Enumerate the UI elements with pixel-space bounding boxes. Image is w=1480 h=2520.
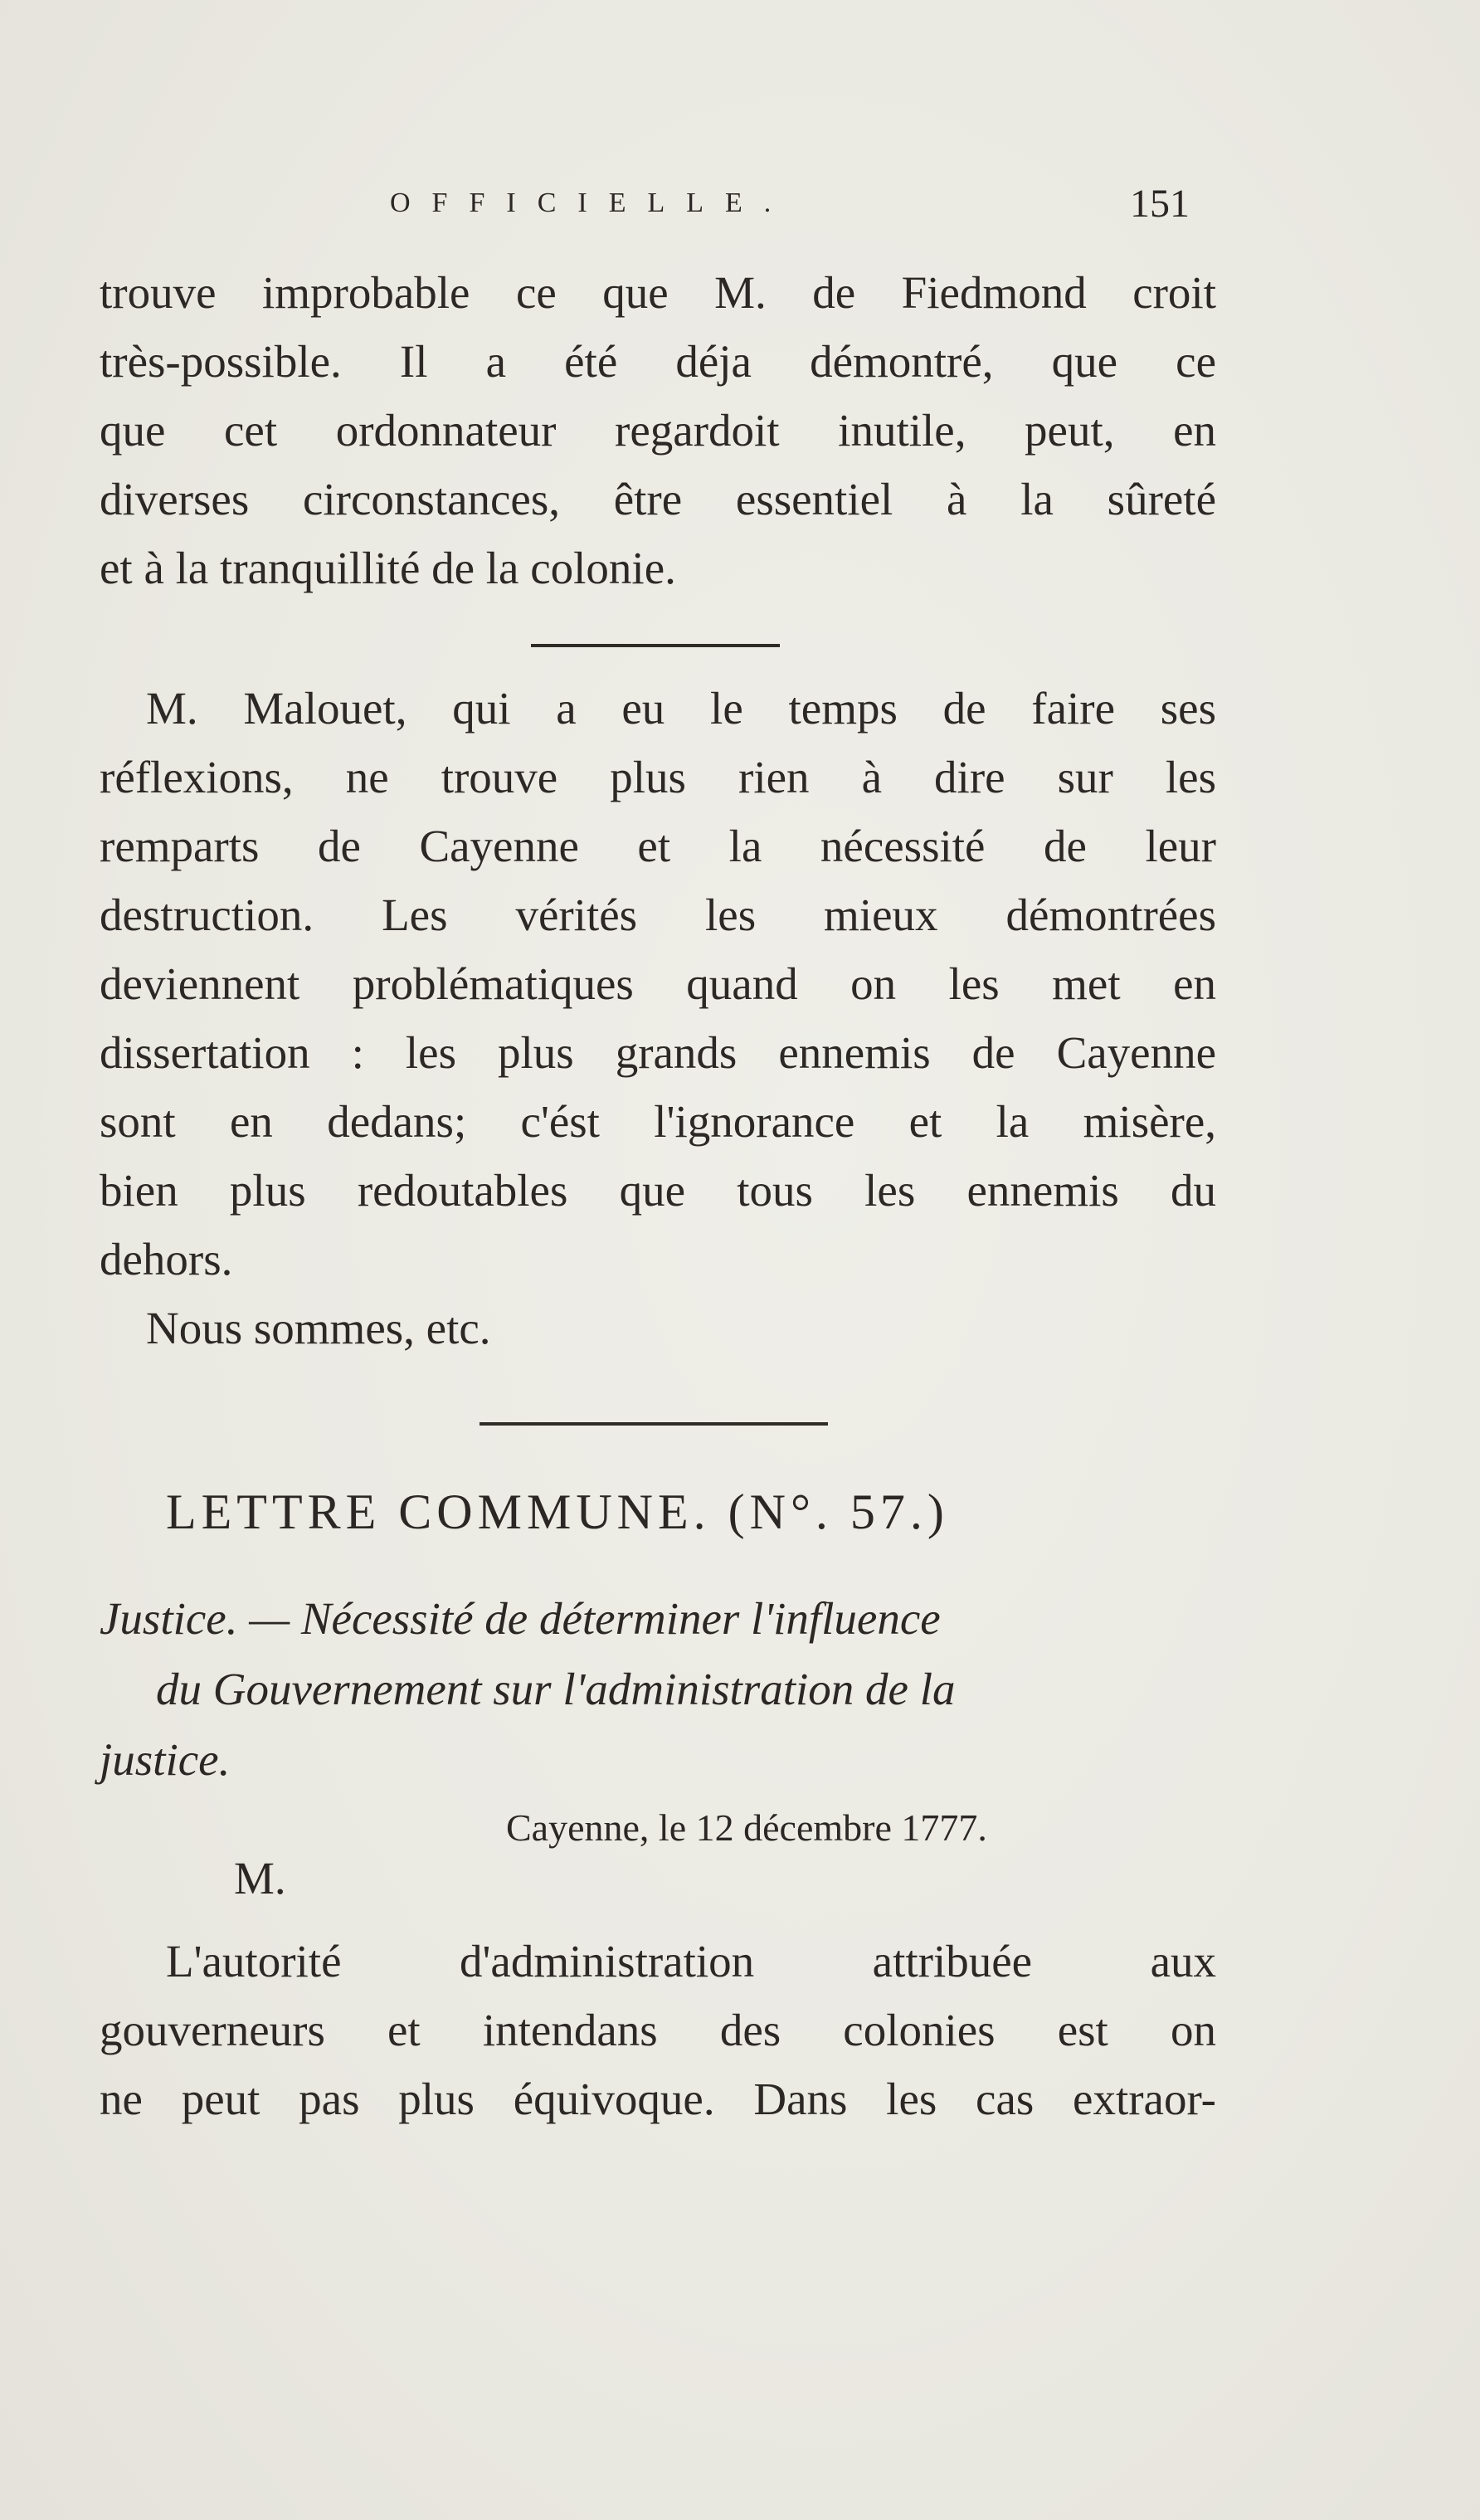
text-line: M. Malouet, qui a eu le temps de faire ses [146, 683, 1216, 734]
text-line: ne peut pas plus équivoque. Dans les cas extraor- [100, 2074, 1216, 2124]
text-line: destruction. Les vérités les mieux démontrées [100, 890, 1216, 940]
page-header [0, 181, 1480, 231]
text-line: que cet ordonnateur regardoit inutile, peut, en [100, 405, 1216, 456]
text-line: dissertation : les plus grands ennemis de Cayenne [100, 1027, 1216, 1078]
running-head: OFFICIELLE. [390, 188, 793, 218]
summary-line: du Gouvernement sur l'administration de la [156, 1664, 956, 1714]
summary-line: justice. [100, 1734, 231, 1785]
text-line: dehors. [100, 1234, 233, 1284]
text-line: remparts de Cayenne et la nécessité de leur [100, 821, 1216, 871]
text-line: L'autorité d'administration attribuée aux [166, 1936, 1216, 1986]
section-divider [480, 1422, 828, 1426]
salutation: M. [234, 1853, 286, 1903]
text-line: trouve improbable ce que M. de Fiedmond croit [100, 267, 1216, 318]
text-line: gouverneurs et intendans des colonies est on [100, 2005, 1216, 2055]
paragraph-continuation [100, 258, 1216, 602]
text-line: bien plus redoutables que tous les ennemis du [100, 1165, 1216, 1216]
text-line: et à la tranquillité de la colonie. [100, 543, 676, 593]
closing-line: Nous sommes, etc. [146, 1303, 491, 1353]
letter-heading: LETTRE COMMUNE. (N°. 57.) [166, 1484, 949, 1539]
paragraph-autorite [100, 1927, 1216, 2133]
paragraph-malouet [100, 674, 1216, 1362]
text-line: deviennent problématiques quand on les met en [100, 958, 1216, 1009]
dateline: Cayenne, le 12 décembre 1777. [506, 1806, 987, 1849]
text-line: sont en dedans; c'ést l'ignorance et la misère, [100, 1096, 1216, 1147]
text-line: très-possible. Il a été déja démontré, que ce [100, 336, 1216, 387]
text-line: réflexions, ne trouve plus rien à dire sur les [100, 752, 1216, 802]
letter-summary [100, 1583, 1216, 1795]
page-number: 151 [1130, 182, 1190, 226]
section-divider [531, 644, 780, 647]
summary-line: Justice. — Nécessité de déterminer l'influence [100, 1593, 941, 1644]
text-line: diverses circonstances, être essentiel à la sûreté [100, 474, 1216, 524]
